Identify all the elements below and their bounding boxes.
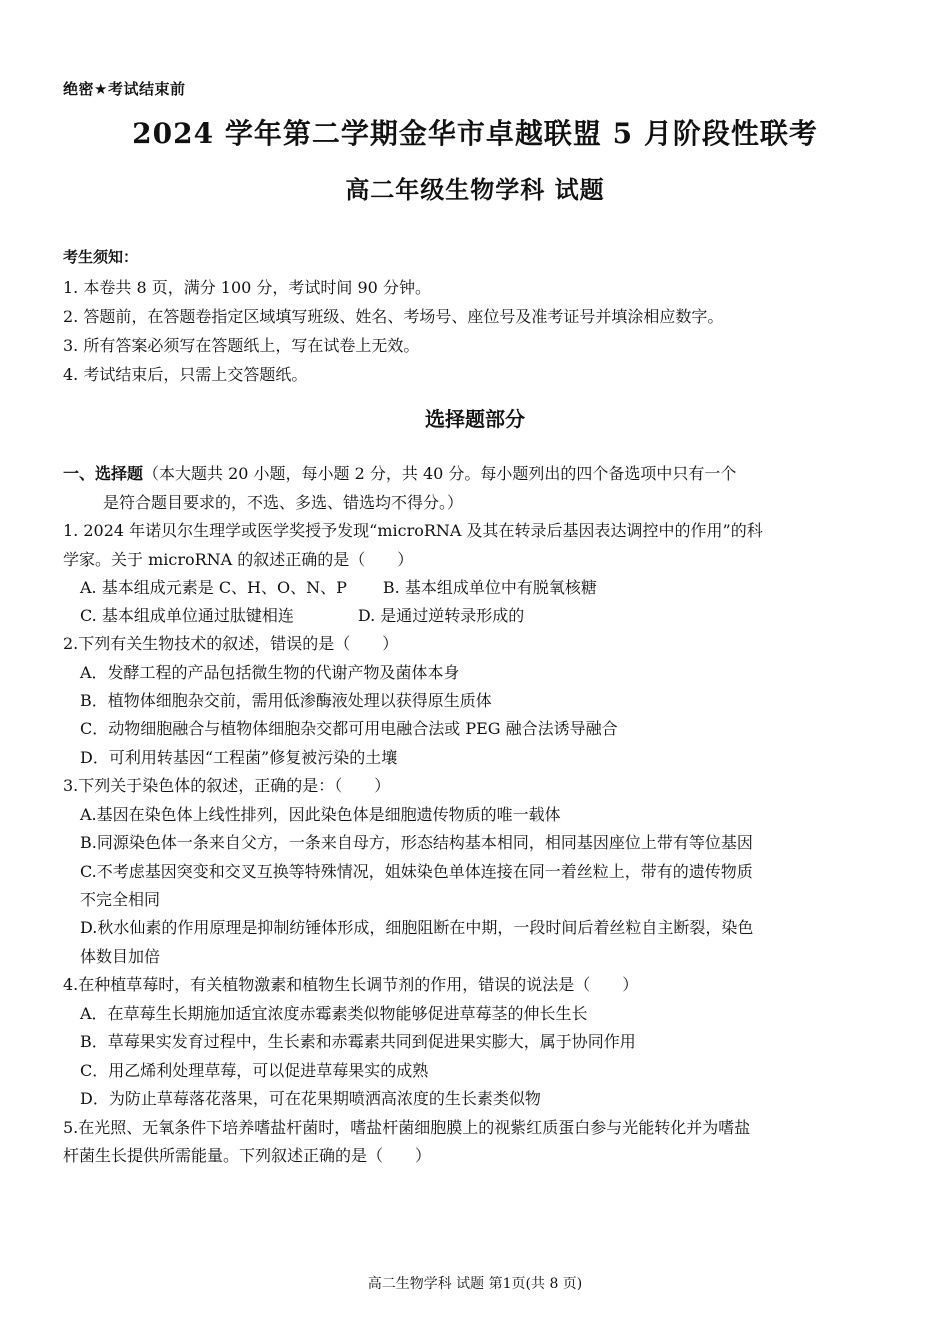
q3-option-b: B.同源染色体一条来自父方，一条来自母方，形态结构基本相同，相同基因座位上带有等位基因 <box>80 833 753 852</box>
q4-option-b: B．草莓果实发育过程中，生长素和赤霉素共同到促进果实膨大，属于协同作用 <box>80 1032 636 1051</box>
section-intro-label: 一、选择题 <box>63 464 144 483</box>
secret-label: 绝密★考试结束前 <box>63 80 186 98</box>
notice-item-2: 2. 答题前，在答题卷指定区域填写班级、姓名、考场号、座位号及准考证号并填涂相应数字。 <box>63 307 724 326</box>
q1-option-c: C. 基本组成单位通过肽键相连 <box>80 606 294 625</box>
exam-subtitle: 高二年级生物学科 试题 <box>345 175 605 204</box>
q4-option-d: D．为防止草莓落花落果，可在花果期喷洒高浓度的生长素类似物 <box>80 1089 541 1108</box>
q1-option-a: A. 基本组成元素是 C、H、O、N、P <box>80 578 347 597</box>
q2-option-d: D．可利用转基因“工程菌”修复被污染的土壤 <box>80 748 398 767</box>
q4-option-c: C．用乙烯利处理草莓，可以促进草莓果实的成熟 <box>80 1061 429 1080</box>
q4-stem: 4.在种植草莓时，有关植物激素和植物生长调节剂的作用，错误的说法是（ ） <box>63 975 639 994</box>
notice-heading: 考生须知： <box>63 248 139 266</box>
section-title: 选择题部分 <box>425 407 525 431</box>
q5-stem-line2: 杆菌生长提供所需能量。下列叙述正确的是（ ） <box>63 1146 432 1165</box>
q2-option-c: C．动物细胞融合与植物体细胞杂交都可用电融合法或 PEG 融合法诱导融合 <box>80 719 618 738</box>
q1-options-ab <box>80 580 597 596</box>
q2-stem: 2.下列有关生物技术的叙述，错误的是（ ） <box>63 634 399 653</box>
q1-stem-line2: 学家。关于 microRNA 的叙述正确的是（ ） <box>63 550 414 569</box>
notice-item-4: 4. 考试结束后，只需上交答题纸。 <box>63 365 308 384</box>
exam-title: 2024 学年第二学期金华市卓越联盟 5 月阶段性联考 <box>132 117 818 150</box>
page-footer: 高二生物学科 试题 第1页(共 8 页) <box>367 1276 583 1292</box>
q3-option-c-line2: 不完全相同 <box>80 890 161 909</box>
q3-option-a: A.基因在染色体上线性排列，因此染色体是细胞遗传物质的唯一载体 <box>80 805 561 824</box>
q1-option-d: D. 是通过逆转录形成的 <box>357 606 525 625</box>
q3-stem: 3.下列关于染色体的叙述，正确的是：（ ） <box>63 776 391 795</box>
notice-item-1: 1. 本卷共 8 页，满分 100 分，考试时间 90 分钟。 <box>63 278 431 297</box>
q3-option-d-line2: 体数目加倍 <box>80 947 161 966</box>
q5-stem-line1: 5.在光照、无氧条件下培养嗜盐杆菌时，嗜盐杆菌细胞膜上的视紫红质蛋白参与光能转化并为嗜盐 <box>63 1118 751 1137</box>
q3-option-c-line1: C.不考虑基因突变和交叉互换等特殊情况，姐妹染色单体连接在同一着丝粒上，带有的遗传物质 <box>80 862 753 881</box>
section-intro-cont: 是符合题目要求的，不选、多选、错选均不得分。） <box>103 493 464 512</box>
section-intro-text: （本大题共 20 小题，每小题 2 分，共 40 分。每小题列出的四个备选项中只有一个 <box>143 464 737 483</box>
q1-stem-line1: 1. 2024 年诺贝尔生理学或医学奖授予发现“microRNA 及其在转录后基因表达调控中的作用”的科 <box>63 521 763 540</box>
q2-option-a: A．发酵工程的产品包括微生物的代谢产物及菌体本身 <box>80 663 460 682</box>
q2-option-b: B．植物体细胞杂交前，需用低渗酶液处理以获得原生质体 <box>80 691 492 710</box>
section-intro <box>63 466 736 482</box>
q3-option-d-line1: D.秋水仙素的作用原理是抑制纺锤体形成，细胞阻断在中期，一段时间后着丝粒自主断裂，染色 <box>80 918 754 937</box>
q1-option-b: B. 基本组成单位中有脱氧核糖 <box>382 578 597 597</box>
q4-option-a: A．在草莓生长期施加适宜浓度赤霉素类似物能够促进草莓茎的伸长生长 <box>80 1004 588 1023</box>
notice-item-3: 3. 所有答案必须写在答题纸上，写在试卷上无效。 <box>63 336 420 355</box>
q1-options-cd <box>80 608 524 624</box>
